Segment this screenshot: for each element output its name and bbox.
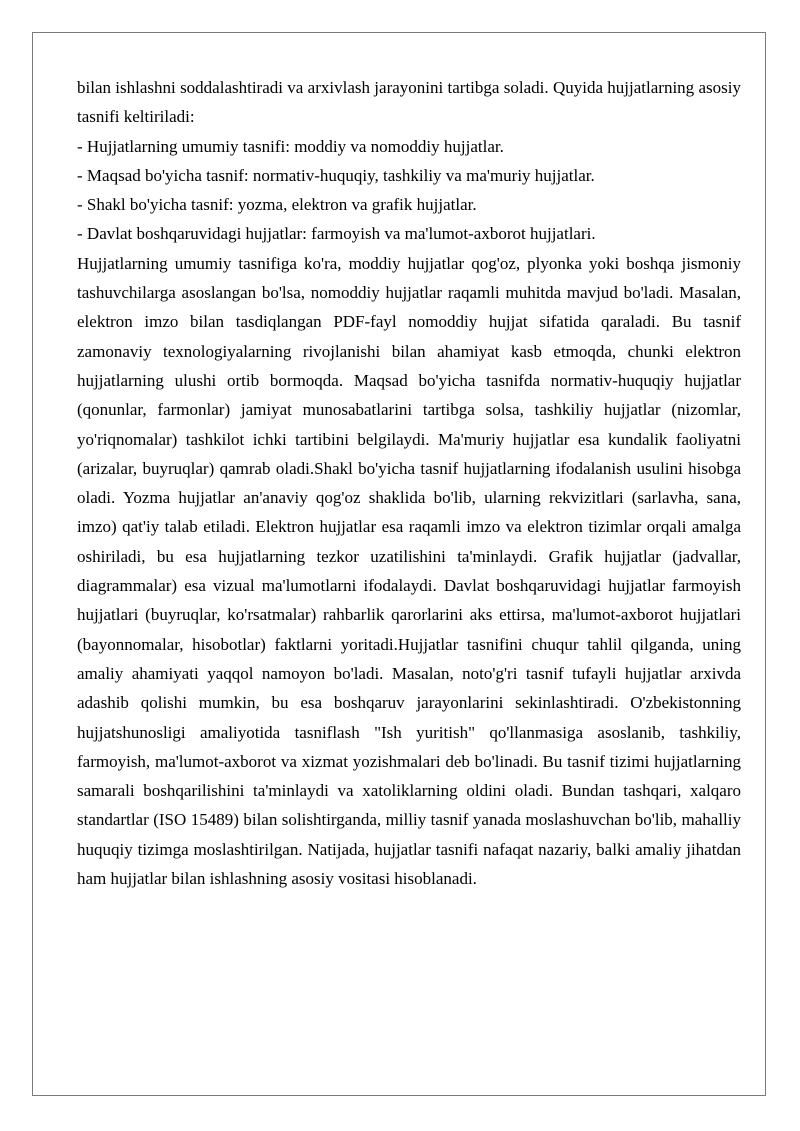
document-body [77,73,741,893]
list-item-purpose-classification: - Maqsad bo'yicha tasnif: normativ-huquqiy, tashkiliy va ma'muriy hujjatlar. [77,165,595,185]
intro-paragraph: bilan ishlashni soddalashtiradi va arxivlash jarayonini tartibga soladi. Quyida hujjatlarning asosiy tasnifi keltiriladi: [77,78,741,127]
body-paragraph: Hujjatlarning umumiy tasnifiga ko'ra, moddiy hujjatlar qog'oz, plyonka yoki boshqa jismoniy tashuvchilarga asoslangan bo'lsa, nomoddiy hujjatlar raqamli muhitda mavjud bo'ladi. Masalan, elektron imzo bilan tasdiqlangan PDF-fayl nomoddiy hujjat sifatida qaraladi. Bu tasnif zamonaviy texnologiyalarning rivojlanishi bilan ahamiyat kasb etmoqda, chunki elektron hujjatlarning ulushi ortib bormoqda. Maqsad bo'yicha tasnifda normativ-huquqiy hujjatlar (qonunlar, farmonlar) jamiyat munosabatlarini tartibga solsa, tashkiliy hujjatlar (nizomlar, yo'riqnomalar) tashkilot ichki tartibini belgilaydi. Ma'muriy hujjatlar esa kundalik faoliyatni (arizalar, buyruqlar) qamrab oladi.Shakl bo'yicha tasnif hujjatlarning ifodalanish usulini hisobga oladi. Yozma hujjatlar an'anaviy qog'oz shaklida bo'lib, ularning rekvizitlari (sarlavha, sana, imzo) qat'iy talab etiladi. Elektron hujjatlar esa raqamli imzo va elektron tizimlar orqali amalga oshiriladi, bu esa hujjatlarning tezkor uzatilishini ta'minlaydi. Grafik hujjatlar (jadvallar, diagrammalar) esa vizual ma'lumotlarni ifodalaydi. Davlat boshqaruvidagi hujjatlar farmoyish hujjatlari (buyruqlar, ko'rsatmalar) rahbarlik qarorlarini aks ettirsa, ma'lumot-axborot hujjatlari (bayonnomalar, hisobotlar) faktlarni yoritadi.Hujjatlar tasnifini chuqur tahlil qilganda, uning amaliy ahamiyati yaqqol namoyon bo'ladi. Masalan, noto'g'ri tasnif tufayli hujjatlar arxivda adashib qolishi mumkin, bu esa boshqaruv jarayonlarini sekinlashtiradi. O'zbekistonning hujjatshunosligi amaliyotida tasniflash "Ish yuritish" qo'llanmasiga asoslanib, tashkiliy, farmoyish, ma'lumot-axborot va xizmat yozishmalari deb bo'linadi. Bu tasnif tizimi hujjatlarning samarali boshqarilishini ta'minlaydi va xatoliklarning oldini oladi. Bundan tashqari, xalqaro standartlar (ISO 15489) bilan solishtirganda, milliy tasnif yanada moslashuvchan bo'lib, mahalliy huquqiy tizimga moslashtirilgan. Natijada, hujjatlar tasnifi nafaqat nazariy, balki amaliy jihatdan ham hujjatlar bilan ishlashning asosiy vositasi hisoblanadi. [77,253,741,889]
list-item-general-classification: - Hujjatlarning umumiy tasnifi: moddiy va nomoddiy hujjatlar. [77,136,504,156]
list-item-state-administration-documents: - Davlat boshqaruvidagi hujjatlar: farmoyish va ma'lumot-axborot hujjatlari. [77,224,596,244]
list-item-form-classification: - Shakl bo'yicha tasnif: yozma, elektron va grafik hujjatlar. [77,195,477,215]
